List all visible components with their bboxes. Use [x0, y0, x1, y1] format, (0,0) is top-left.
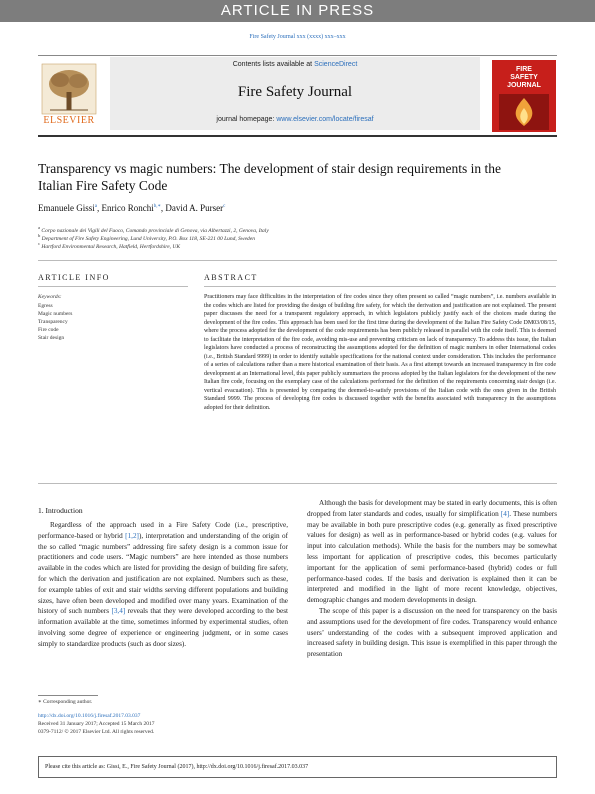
keyword: Stair design: [38, 335, 65, 341]
paragraph: [307, 498, 557, 606]
author-sup[interactable]: b,∗: [153, 204, 161, 209]
paragraph: [38, 520, 288, 650]
cover-title-line3: JOURNAL: [507, 82, 541, 89]
footnote-rule: [38, 695, 98, 696]
keyword: Magic numbers: [38, 311, 73, 317]
left-column: [38, 520, 288, 650]
cite-this-article-box: [38, 756, 557, 778]
article-info-heading: ARTICLE INFO: [38, 273, 110, 282]
author-name[interactable]: David A. Purser: [165, 203, 224, 213]
author-sup[interactable]: a: [94, 204, 97, 209]
author-sup[interactable]: c: [223, 204, 226, 209]
right-column: [307, 498, 557, 660]
keyword: Transparency: [38, 319, 68, 325]
section-heading: 1. Introduction: [38, 506, 83, 515]
affiliation-text: Corpo nazionale dei Vigili del Fuoco, Comando provinciale di Genova, via Albertazzi, 2, Genova, Italy: [41, 227, 269, 234]
copyright-line: 0379-7112/ © 2017 Elsevier Ltd. All rights reserved.: [38, 729, 155, 735]
cover-title-line1: FIRE: [516, 66, 532, 73]
top-divider: [38, 55, 557, 56]
author-name[interactable]: Enrico Ronchi: [101, 203, 154, 213]
contents-line: [110, 61, 480, 68]
article-in-press-banner: ARTICLE IN PRESS: [0, 0, 595, 22]
elsevier-logo: [38, 62, 100, 130]
article-title: Transparency vs magic numbers: The development of stair design requirements in the Italian Fire Safety Code: [38, 161, 502, 193]
cite-prefix: Please cite this article as: Gissi, E., Fire Safety Journal (2017),: [45, 764, 197, 770]
paragraph-text: . These numbers may be available in both pure prescriptive codes (e.g. generally as fixed prescriptive values for design) as well as in performance-based or hybrid codes (e.g. values for input into calculation methods). While the basis for the numbers may be somewhat less important for application of prescriptive codes, this becomes particularly important for the application of semi performance-based (hybrid) codes or full performance-based codes. If the basis and derivation is explained then it can be interpreted and modified in the light of more recent knowledge, objectives, demographic changes and modern developments in design.: [307, 509, 557, 605]
citation-link[interactable]: [1,2]: [125, 531, 139, 540]
sciencedirect-link[interactable]: ScienceDirect: [314, 61, 358, 68]
affiliation-sup: c: [38, 241, 41, 246]
paragraph-text: Regardless of the approach used in a Fire Safety Code (i.e., prescriptive, performance-based or hybrid: [38, 521, 288, 540]
citation-link[interactable]: [4]: [500, 509, 510, 518]
affiliation: [38, 241, 180, 250]
journal-cover: [492, 60, 556, 132]
keywords-label: Keywords:: [38, 294, 62, 300]
keyword: Fire code: [38, 327, 59, 333]
citation-link[interactable]: [3,4]: [111, 607, 126, 616]
corresponding-footnote: ∗ Corresponding author.: [38, 699, 93, 705]
doi-link[interactable]: http://dx.doi.org/10.1016/j.firesaf.2017.03.037: [38, 713, 141, 719]
abstract-heading: ABSTRACT: [204, 273, 258, 282]
paragraph: The scope of this paper is a discussion on the need for transparency on the basis and assumptions used for the development of fire codes. Transparency would enhance users’ understanding of the codes with a subsequent improved application and increased safety in building design. This issue is exemplified in this paper through the presentation: [307, 606, 557, 659]
publisher-name: ELSEVIER: [43, 115, 95, 126]
body-divider: [38, 483, 557, 484]
cite-doi-link[interactable]: http://dx.doi.org/10.1016/j.firesaf.2017.03.037: [196, 764, 309, 770]
paragraph-text: ), interpretation and understanding of the origin of the so called “magic numbers” addressing fire safety design is a common issue for practitioners and code users. “Magic numbers” are here intended as those numbers available in the codes which are listed for providing the design of building fire safety, for which the derivation and justification are not explained. Numbers such as these, for example tables of exit and stair widths serving different populations and building sizes, have often been developed and modified over many years. Examination of the history of such numbers: [38, 531, 289, 616]
cover-title-line2: SAFETY: [510, 74, 538, 81]
affiliation-sup: b: [38, 233, 41, 238]
paragraph-text: reveals that they were developed according to the best information available at the time, sometimes informed by experimental studies, often involving some degree of experience or engineering judgment, or in some cases simply to standardize products (such as door sizes).: [38, 607, 288, 648]
journal-title: Fire Safety Journal: [237, 84, 353, 100]
article-info-rule: [38, 286, 188, 287]
cover-flame-icon: [499, 94, 549, 130]
abstract-text: Practitioners may face difficulties in the interpretation of fire codes since they often present so called “magic numbers”, i.e. numbers available in the codes which are listed for providing the design of building fire safety, for which the derivation and justification are not explained. The present paper discusses the need for a transparent regulatory approach, in which legislators publicly justify each of the choices made during the development of the fire codes. This approach has been used for the first time during the development of the Italian Fire Safety Code DM03/08/15, where the process adopted for the development of the code requirements has been publicly released in parallel with the code itself. This is deemed to facilitate the interpretation of the fire code, avoiding mis-use and preventing criticism on lack of transparency. To address this issue, the Italian legislators have conducted a process of reconstructing the assumptions adopted for the definition of magic numbers in other International codes (i.e., British Standard 9999) in order to identify suitable specifications for the national context under consideration. This includes the performance of a series of calculations rather than a mere historical examination of their basis. As a first attempt towards an increased transparency in fire code development at an International level, this paper publicly summarizes the process adopted by the Italian legislators for the development of the new Italian fire code, focusing on the exemplary case of the calculations performed for the definition of the requirements concerning stair design (i.e. vertical evacuation). This is presented by comparing the deemed-to-satisfy provisions of the Italian code with the ones given in the British Standard 9999. The process of developing fire codes is discussed together with the benefits associated with transparency in the assumptions adopted for their definition.: [204, 294, 556, 411]
received-dates: Received 31 January 2017; Accepted 15 March 2017: [38, 721, 155, 727]
affiliation-text: Department of Fire Safety Engineering, Lund University, P.O. Box 118, SE-221 00 Lund, Sweden: [41, 235, 255, 242]
homepage-link[interactable]: www.elsevier.com/locate/firesaf: [276, 116, 374, 123]
affiliation-sup: a: [38, 225, 41, 230]
affiliation-text: Hartford Environmental Research, Hatfield, Hertfordshire, UK: [41, 243, 181, 250]
journal-homepage: [110, 116, 480, 123]
abstract-rule: [204, 286, 556, 287]
journal-citation-line[interactable]: Fire Safety Journal xxx (xxxx) xxx–xxx: [249, 34, 346, 40]
paragraph-text: Although the basis for development may be stated in early documents, this is often dropped from later standards and codes, usually for simplification: [307, 499, 557, 518]
header-rule: [38, 135, 557, 137]
homepage-label: journal homepage:: [216, 116, 275, 123]
affiliation-divider: [38, 260, 557, 261]
keyword: Egress: [38, 303, 53, 309]
author-name[interactable]: Emanuele Gissi: [38, 203, 95, 213]
contents-prefix: Contents lists available at: [232, 61, 313, 68]
author-list: Emanuele Gissi$^a$, Enrico Ronchi$^{b,∗}$, David A. Purser$^c$: [38, 203, 226, 213]
